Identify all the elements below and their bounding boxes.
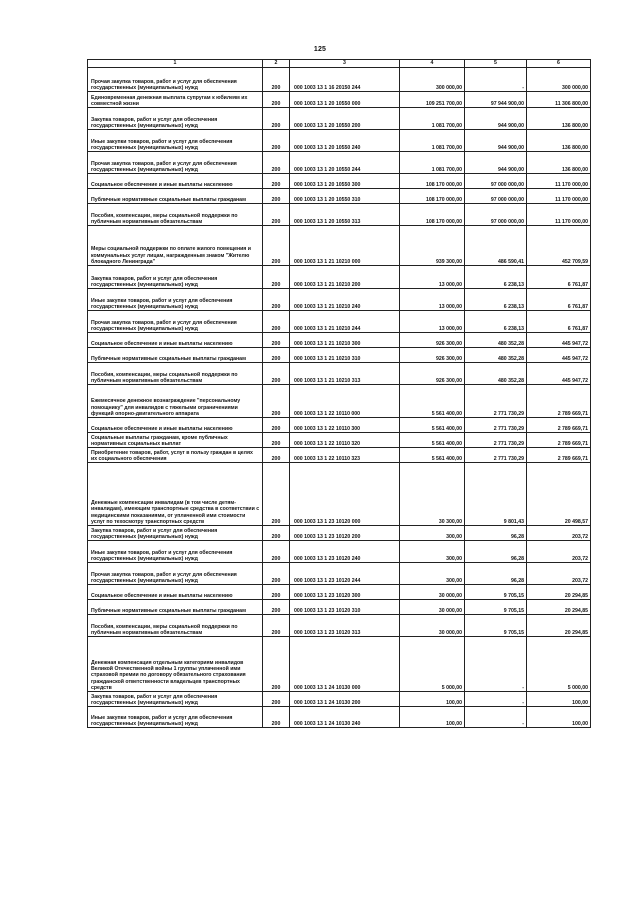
row-executed-amount: 2 771 730,29 (465, 448, 527, 463)
row-remaining-amount: 445 947,72 (527, 333, 591, 348)
row-name: Закупка товаров, работ и услуг для обеспечения государственных (муниципальных) нужд (88, 692, 263, 707)
row-remaining-amount: 6 761,87 (527, 289, 591, 311)
row-code: 200 (263, 130, 290, 152)
row-kbk: 000 1003 13 1 24 10130 200 (290, 692, 400, 707)
row-remaining-amount: 20 294,85 (527, 615, 591, 637)
row-name: Прочая закупка товаров, работ и услуг для обеспечения государственных (муниципальных) нужд (88, 311, 263, 333)
row-kbk: 000 1003 13 1 21 10210 240 (290, 289, 400, 311)
row-executed-amount: 480 352,28 (465, 363, 527, 385)
row-remaining-amount: 203,72 (527, 563, 591, 585)
row-name: Социальные выплаты гражданам, кроме публичных нормативных социальных выплат (88, 433, 263, 448)
row-remaining-amount: 203,72 (527, 541, 591, 563)
row-executed-amount: 2 771 730,29 (465, 418, 527, 433)
row-plan-amount: 30 000,00 (400, 585, 465, 600)
table-row (88, 418, 591, 433)
row-plan-amount: 5 561 400,00 (400, 385, 465, 418)
row-executed-amount: 2 771 730,29 (465, 433, 527, 448)
table-row (88, 289, 591, 311)
row-kbk: 000 1003 13 1 23 10120 310 (290, 600, 400, 615)
row-kbk: 000 1003 13 1 22 10110 300 (290, 418, 400, 433)
row-plan-amount: 926 300,00 (400, 333, 465, 348)
table-row (88, 226, 591, 266)
table-row (88, 92, 591, 108)
row-code: 200 (263, 152, 290, 174)
row-kbk: 000 1003 13 1 21 10210 000 (290, 226, 400, 266)
table-row (88, 311, 591, 333)
row-code: 200 (263, 637, 290, 692)
table-row (88, 585, 591, 600)
row-executed-amount: 97 000 000,00 (465, 204, 527, 226)
table-row (88, 348, 591, 363)
row-plan-amount: 30 300,00 (400, 463, 465, 526)
row-executed-amount: 9 801,43 (465, 463, 527, 526)
row-code: 200 (263, 526, 290, 541)
row-kbk: 000 1003 13 1 20 10550 244 (290, 152, 400, 174)
row-code: 200 (263, 289, 290, 311)
row-name: Закупка товаров, работ и услуг для обеспечения государственных (муниципальных) нужд (88, 526, 263, 541)
row-executed-amount: 96,28 (465, 526, 527, 541)
row-remaining-amount: 20 294,85 (527, 585, 591, 600)
table-row (88, 692, 591, 707)
row-executed-amount: 6 238,13 (465, 311, 527, 333)
row-remaining-amount: 445 947,72 (527, 363, 591, 385)
table-row (88, 615, 591, 637)
row-kbk: 000 1003 13 1 23 10120 313 (290, 615, 400, 637)
row-name: Закупка товаров, работ и услуг для обеспечения государственных (муниципальных) нужд (88, 266, 263, 289)
column-header-kbk: 3 (290, 60, 400, 68)
row-kbk: 000 1003 13 1 21 10210 200 (290, 266, 400, 289)
row-name: Денежные компенсации инвалидам (в том числе детям-инвалидам), имеющим транспортные средства в соответствии с медицинскими показаниями, от уплаченной ими стоимости услуг по техосмотру транспортных средств (88, 463, 263, 526)
column-header-name: 1 (88, 60, 263, 68)
row-plan-amount: 5 561 400,00 (400, 418, 465, 433)
row-kbk: 000 1003 13 1 24 10130 240 (290, 707, 400, 728)
row-plan-amount: 108 170 000,00 (400, 204, 465, 226)
row-executed-amount: 96,28 (465, 563, 527, 585)
column-header-row (88, 60, 591, 68)
row-remaining-amount: 136 800,00 (527, 130, 591, 152)
row-kbk: 000 1003 13 1 20 10550 313 (290, 204, 400, 226)
row-name: Закупка товаров, работ и услуг для обеспечения государственных (муниципальных) нужд (88, 108, 263, 130)
table-row (88, 174, 591, 189)
column-header-exec: 5 (465, 60, 527, 68)
row-remaining-amount: 6 761,87 (527, 266, 591, 289)
row-name: Социальное обеспечение и иные выплаты населению (88, 174, 263, 189)
row-remaining-amount: 20 294,85 (527, 600, 591, 615)
row-name: Пособия, компенсации, меры социальной поддержки по публичным нормативным обязательствам (88, 204, 263, 226)
table-row (88, 448, 591, 463)
row-kbk: 000 1003 13 1 23 10120 244 (290, 563, 400, 585)
column-header-plan: 4 (400, 60, 465, 68)
row-remaining-amount: 300 000,00 (527, 68, 591, 92)
row-code: 200 (263, 585, 290, 600)
row-code: 200 (263, 348, 290, 363)
row-kbk: 000 1003 13 1 23 10120 240 (290, 541, 400, 563)
row-plan-amount: 1 081 700,00 (400, 130, 465, 152)
row-name: Пособия, компенсации, меры социальной поддержки по публичным нормативным обязательствам (88, 615, 263, 637)
row-name: Иные закупки товаров, работ и услуг для обеспечения государственных (муниципальных) нужд (88, 541, 263, 563)
row-executed-amount: - (465, 707, 527, 728)
row-plan-amount: 108 170 000,00 (400, 189, 465, 204)
row-code: 200 (263, 692, 290, 707)
table-row (88, 637, 591, 692)
row-remaining-amount: 203,72 (527, 526, 591, 541)
row-name: Публичные нормативные социальные выплаты гражданам (88, 189, 263, 204)
row-executed-amount: 9 705,15 (465, 600, 527, 615)
row-name: Социальное обеспечение и иные выплаты населению (88, 585, 263, 600)
row-executed-amount: 97 000 000,00 (465, 174, 527, 189)
row-remaining-amount: 5 000,00 (527, 637, 591, 692)
row-name: Единовременная денежная выплата супругам к юбилеям их совместной жизни (88, 92, 263, 108)
row-plan-amount: 13 000,00 (400, 266, 465, 289)
row-executed-amount: 480 352,28 (465, 348, 527, 363)
row-code: 200 (263, 463, 290, 526)
row-kbk: 000 1003 13 1 22 10110 000 (290, 385, 400, 418)
row-code: 200 (263, 92, 290, 108)
row-executed-amount: 2 771 730,29 (465, 385, 527, 418)
row-code: 200 (263, 707, 290, 728)
row-code: 200 (263, 385, 290, 418)
row-name: Социальное обеспечение и иные выплаты населению (88, 418, 263, 433)
row-code: 200 (263, 68, 290, 92)
table-row (88, 563, 591, 585)
row-kbk: 000 1003 13 1 20 10550 300 (290, 174, 400, 189)
row-remaining-amount: 20 498,57 (527, 463, 591, 526)
row-kbk: 000 1003 13 1 22 10110 320 (290, 433, 400, 448)
row-remaining-amount: 11 306 800,00 (527, 92, 591, 108)
row-code: 200 (263, 204, 290, 226)
row-plan-amount: 13 000,00 (400, 289, 465, 311)
row-code: 200 (263, 615, 290, 637)
row-remaining-amount: 452 709,59 (527, 226, 591, 266)
row-code: 200 (263, 433, 290, 448)
row-code: 200 (263, 363, 290, 385)
row-plan-amount: 108 170 000,00 (400, 174, 465, 189)
row-kbk: 000 1003 13 1 21 10210 300 (290, 333, 400, 348)
row-remaining-amount: 11 170 000,00 (527, 189, 591, 204)
row-kbk: 000 1003 13 1 22 10110 323 (290, 448, 400, 463)
row-name: Прочая закупка товаров, работ и услуг для обеспечения государственных (муниципальных) нужд (88, 563, 263, 585)
row-executed-amount: 944 900,00 (465, 130, 527, 152)
row-remaining-amount: 11 170 000,00 (527, 174, 591, 189)
row-executed-amount: 97 944 900,00 (465, 92, 527, 108)
table-row (88, 463, 591, 526)
table-row (88, 333, 591, 348)
row-code: 200 (263, 563, 290, 585)
row-code: 200 (263, 174, 290, 189)
table-row (88, 204, 591, 226)
row-code: 200 (263, 448, 290, 463)
row-executed-amount: - (465, 692, 527, 707)
table-row (88, 68, 591, 92)
row-code: 200 (263, 541, 290, 563)
row-plan-amount: 30 000,00 (400, 615, 465, 637)
row-executed-amount: 97 000 000,00 (465, 189, 527, 204)
row-plan-amount: 1 081 700,00 (400, 152, 465, 174)
table-row (88, 600, 591, 615)
row-plan-amount: 1 081 700,00 (400, 108, 465, 130)
row-executed-amount: 944 900,00 (465, 152, 527, 174)
row-plan-amount: 100,00 (400, 692, 465, 707)
row-plan-amount: 300,00 (400, 563, 465, 585)
row-executed-amount: 480 352,28 (465, 333, 527, 348)
table-row (88, 363, 591, 385)
table-row (88, 707, 591, 728)
row-plan-amount: 926 300,00 (400, 348, 465, 363)
row-plan-amount: 100,00 (400, 707, 465, 728)
row-executed-amount: - (465, 68, 527, 92)
row-name: Иные закупки товаров, работ и услуг для обеспечения государственных (муниципальных) нужд (88, 289, 263, 311)
row-kbk: 000 1003 13 1 21 10210 244 (290, 311, 400, 333)
row-plan-amount: 5 000,00 (400, 637, 465, 692)
row-kbk: 000 1003 13 1 20 10550 310 (290, 189, 400, 204)
row-executed-amount: - (465, 637, 527, 692)
table-row (88, 108, 591, 130)
table-row (88, 526, 591, 541)
table-row (88, 385, 591, 418)
row-remaining-amount: 445 947,72 (527, 348, 591, 363)
row-executed-amount: 9 705,15 (465, 585, 527, 600)
row-remaining-amount: 2 789 669,71 (527, 385, 591, 418)
row-kbk: 000 1003 13 1 20 10550 000 (290, 92, 400, 108)
row-kbk: 000 1003 13 1 20 10550 200 (290, 108, 400, 130)
row-executed-amount: 486 590,41 (465, 226, 527, 266)
row-name: Иные закупки товаров, работ и услуг для обеспечения государственных (муниципальных) нужд (88, 707, 263, 728)
row-remaining-amount: 136 800,00 (527, 152, 591, 174)
row-remaining-amount: 136 800,00 (527, 108, 591, 130)
row-executed-amount: 6 238,13 (465, 289, 527, 311)
row-remaining-amount: 11 170 000,00 (527, 204, 591, 226)
row-name: Публичные нормативные социальные выплаты гражданам (88, 348, 263, 363)
row-plan-amount: 30 000,00 (400, 600, 465, 615)
row-name: Социальное обеспечение и иные выплаты населению (88, 333, 263, 348)
table-row (88, 152, 591, 174)
table-row (88, 130, 591, 152)
column-header-rest: 6 (527, 60, 591, 68)
row-name: Публичные нормативные социальные выплаты гражданам (88, 600, 263, 615)
row-name: Прочая закупка товаров, работ и услуг для обеспечения государственных (муниципальных) нужд (88, 68, 263, 92)
row-plan-amount: 13 000,00 (400, 311, 465, 333)
row-name: Денежная компенсация отдельным категориям инвалидов Великой Отечественной войны 1 группы уплаченной ими страховой премии по договору обязательного страхования гражданской ответственности владельцев транспортных средств (88, 637, 263, 692)
row-plan-amount: 5 561 400,00 (400, 448, 465, 463)
row-name: Меры социальной поддержки по оплате жилого помещения и коммунальных услуг лицам, награжденным знаком "Жителю блокадного Ленинграда" (88, 226, 263, 266)
row-code: 200 (263, 266, 290, 289)
row-kbk: 000 1003 13 1 23 10120 200 (290, 526, 400, 541)
table-row (88, 541, 591, 563)
row-executed-amount: 96,28 (465, 541, 527, 563)
row-name: Иные закупки товаров, работ и услуг для обеспечения государственных (муниципальных) нужд (88, 130, 263, 152)
row-kbk: 000 1003 13 1 21 10210 310 (290, 348, 400, 363)
row-code: 200 (263, 189, 290, 204)
row-kbk: 000 1003 13 1 16 20150 244 (290, 68, 400, 92)
row-name: Прочая закупка товаров, работ и услуг для обеспечения государственных (муниципальных) нужд (88, 152, 263, 174)
row-plan-amount: 939 300,00 (400, 226, 465, 266)
row-name: Ежемесячное денежное вознаграждение "персональному помощнику" для инвалидов с тяжелыми ограничениями функций опорно-двигательного аппарата (88, 385, 263, 418)
row-code: 200 (263, 108, 290, 130)
table-row (88, 433, 591, 448)
row-name: Приобретение товаров, работ, услуг в пользу граждан в целях их социального обеспечения (88, 448, 263, 463)
row-remaining-amount: 100,00 (527, 707, 591, 728)
row-code: 200 (263, 418, 290, 433)
row-plan-amount: 300,00 (400, 541, 465, 563)
row-executed-amount: 944 900,00 (465, 108, 527, 130)
row-plan-amount: 109 251 700,00 (400, 92, 465, 108)
row-executed-amount: 9 705,15 (465, 615, 527, 637)
table-row (88, 189, 591, 204)
row-code: 200 (263, 311, 290, 333)
row-plan-amount: 5 561 400,00 (400, 433, 465, 448)
row-code: 200 (263, 226, 290, 266)
row-kbk: 000 1003 13 1 23 10120 000 (290, 463, 400, 526)
row-executed-amount: 6 238,13 (465, 266, 527, 289)
row-remaining-amount: 2 789 669,71 (527, 418, 591, 433)
row-kbk: 000 1003 13 1 24 10130 000 (290, 637, 400, 692)
row-plan-amount: 300,00 (400, 526, 465, 541)
row-plan-amount: 300 000,00 (400, 68, 465, 92)
row-name: Пособия, компенсации, меры социальной поддержки по публичным нормативным обязательствам (88, 363, 263, 385)
row-kbk: 000 1003 13 1 21 10210 313 (290, 363, 400, 385)
page-number: 125 (313, 46, 327, 53)
row-plan-amount: 926 300,00 (400, 363, 465, 385)
budget-table (87, 59, 591, 728)
table-row (88, 266, 591, 289)
row-kbk: 000 1003 13 1 20 10550 240 (290, 130, 400, 152)
row-remaining-amount: 100,00 (527, 692, 591, 707)
row-remaining-amount: 2 789 669,71 (527, 448, 591, 463)
row-kbk: 000 1003 13 1 23 10120 300 (290, 585, 400, 600)
column-header-code: 2 (263, 60, 290, 68)
row-code: 200 (263, 333, 290, 348)
row-remaining-amount: 2 789 669,71 (527, 433, 591, 448)
row-remaining-amount: 6 761,87 (527, 311, 591, 333)
row-code: 200 (263, 600, 290, 615)
